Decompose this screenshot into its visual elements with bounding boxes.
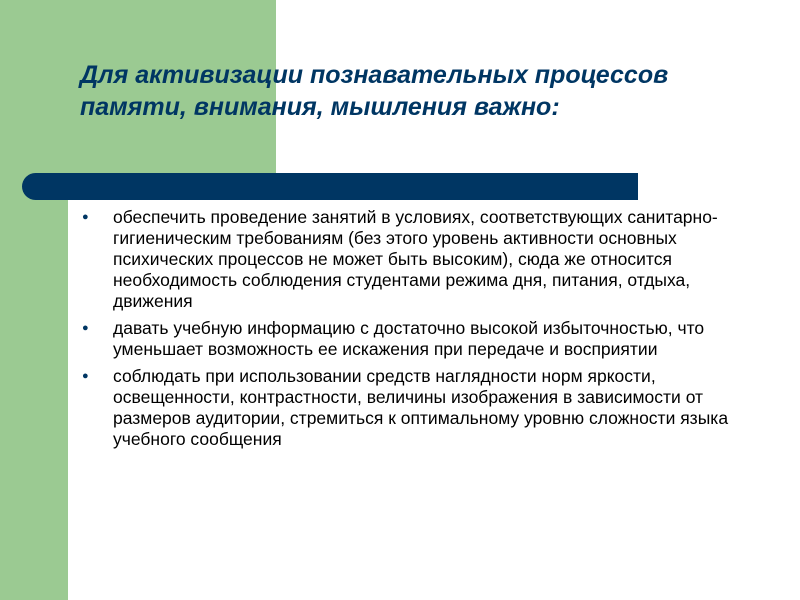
bullet-text-2: давать учебную информацию с достаточно высокой избыточностью, что уменьшает возможность ее искажения при передаче и восприятии [113, 318, 705, 359]
bullet-text-3: соблюдать при использовании средств наглядности норм яркости, освещенности, контрастности, величины изображения в зависимости от размеров аудитории, стремиться к оптимальному уровню сложности языка учебного сообщения [113, 366, 729, 449]
bullet-item-3 [82, 366, 762, 450]
bullet-item-1 [82, 207, 762, 312]
title-underline-bar [22, 173, 638, 200]
bullet-list [82, 207, 762, 456]
bullet-text-1: обеспечить проведение занятий в условиях, соответствующих санитарно-гигиеническим требованиям (без этого уровень активности основных психических процессов не может быть высоким), сюда же относится необходимость соблюдения студентами режима дня, питания, отдыха, движения [113, 207, 718, 311]
bullet-dot-icon: ● [82, 211, 89, 223]
bullet-item-2 [82, 318, 762, 360]
bullet-dot-icon: ● [82, 370, 89, 382]
bullet-dot-icon: ● [82, 322, 89, 334]
slide-title: Для активизации познавательных процессов памяти, внимания, мышления важно: [80, 61, 669, 121]
